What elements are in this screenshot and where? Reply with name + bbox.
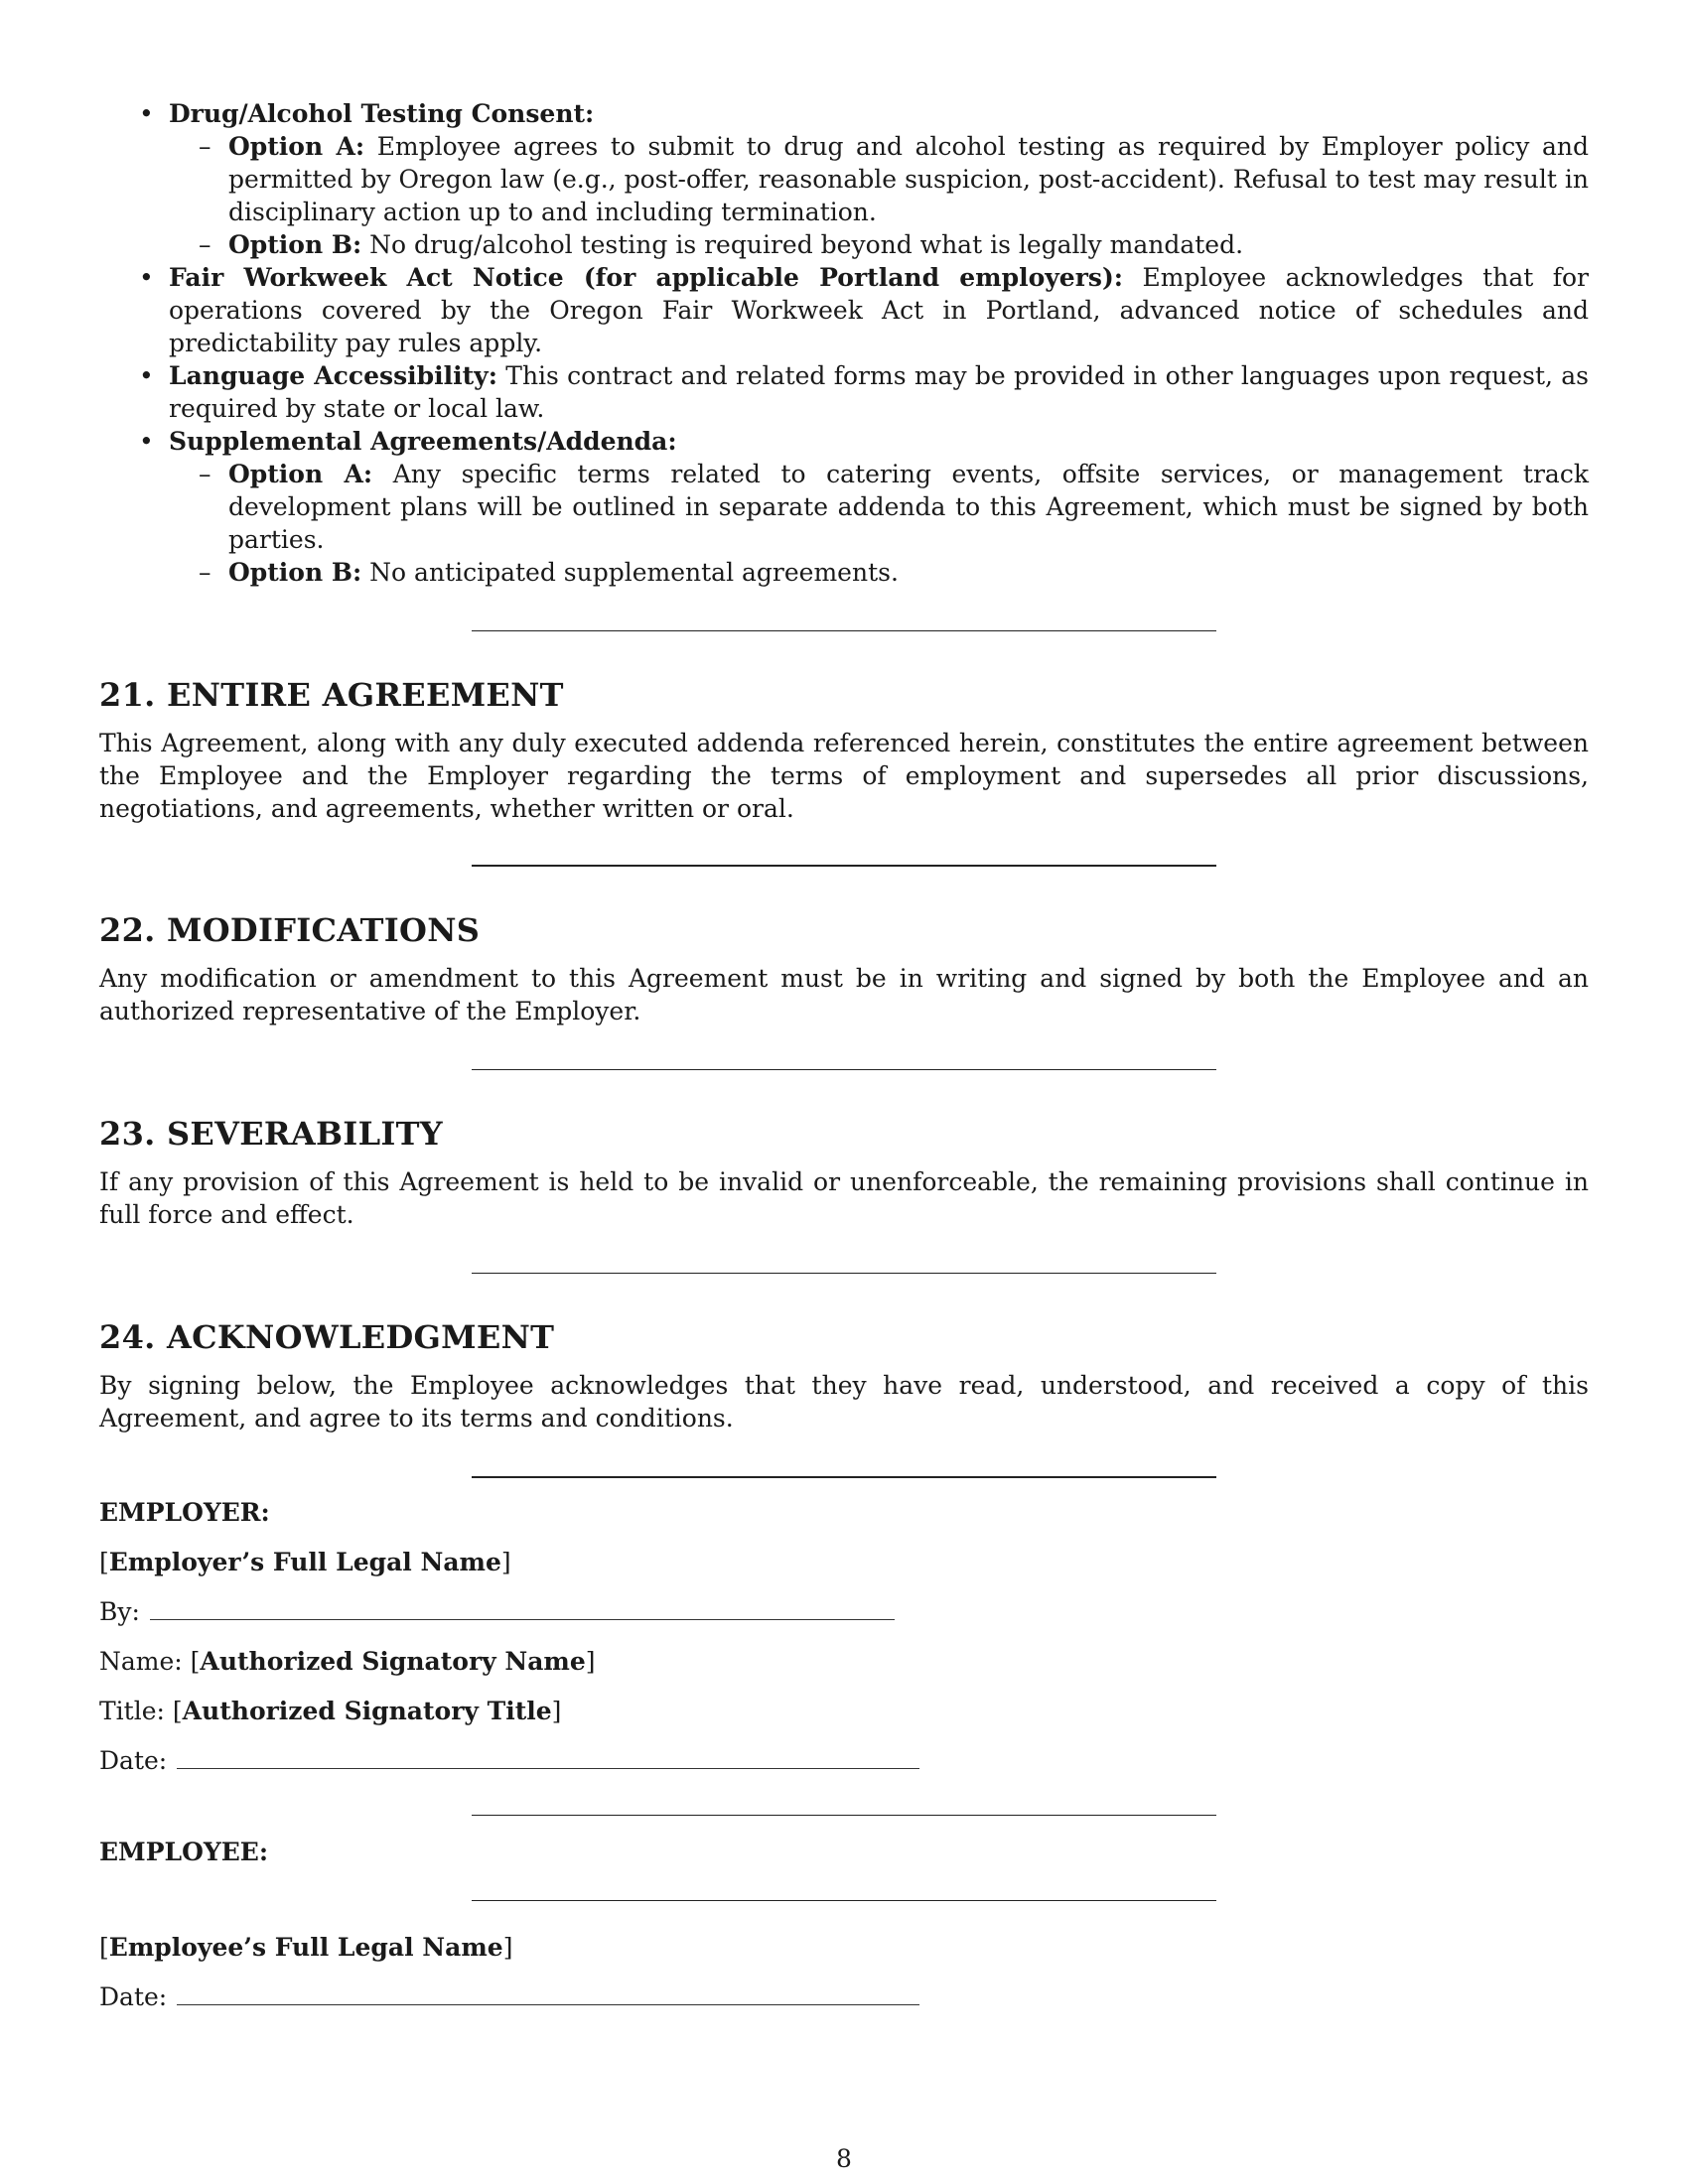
fair-workweek-text: Employee acknowledges that for operations covered by the Oregon Fair Workweek Act in Portland, advanced notice of schedules and predictability pay rules apply. [169,263,1589,357]
drug-option-a-text: Employee agrees to submit to drug and alcohol testing as required by Employer policy and permitted by Oregon law (e.g., post-offer, reasonable suspicion, post-accident). Refusal to test may result in disciplinary action up to and including termination. [228,132,1589,226]
clause-bullet-list [99,97,1589,589]
employer-label-text: EMPLOYER: [99,1498,270,1527]
supplemental-option-b-label: Option B: [228,558,362,587]
employer-date-line [99,1744,1589,1777]
employee-label-text: EMPLOYEE: [99,1838,269,1866]
employee-name-placeholder: [Employee’s Full Legal Name] [99,1933,513,1962]
section-22-heading: 22. MODIFICATIONS [99,911,481,949]
employee-label [99,1836,1589,1868]
employer-signatory-title: Authorized Signatory Title [182,1697,552,1725]
fair-workweek-bullet [169,261,1589,359]
employer-date-label: Date: [99,1746,168,1775]
employee-signature-line[interactable] [472,1900,1216,1901]
section-23-text: If any provision of this Agreement is held to be invalid or unenforceable, the remaining provisions shall continue in full force and effect. [99,1167,1589,1229]
section-21-text: This Agreement, along with any duly executed addenda referenced herein, constitutes the entire agreement between the Employee and the Employer regarding the terms of employment and supersedes all prior discussions, negotiations, and agreements, whether written or oral. [99,729,1589,823]
employer-name-text: Employer’s Full Legal Name [108,1548,501,1576]
employee-date-label: Date: [99,1982,168,2011]
supplemental-bullet [169,425,1589,589]
employer-title-label: Title: [99,1697,165,1725]
employee-name-text: Employee’s Full Legal Name [108,1933,503,1962]
employee-signature-block [99,1836,1589,2013]
language-accessibility-title: Language Accessibility: [169,361,497,390]
employer-name-label: Name: [99,1647,183,1676]
supplemental-option-a-text: Any specific terms related to catering events, offsite services, or management track development plans will be outlined in separate addenda to this Agreement, which must be signed by both parties. [228,460,1589,554]
document-page [99,97,1589,2013]
language-accessibility-bullet [169,359,1589,425]
employee-date-line [99,1980,1589,2013]
drug-option-b-label: Option B: [228,230,362,259]
section-divider [472,1476,1216,1478]
supplemental-option-a-label: Option A: [228,460,373,488]
drug-testing-title: Drug/Alcohol Testing Consent: [169,99,595,128]
section-24-heading: 24. ACKNOWLEDGMENT [99,1318,555,1356]
employer-date-field[interactable] [177,1744,919,1769]
employer-by-label: By: [99,1597,140,1626]
page-number: 8 [836,2144,852,2173]
employee-date-field[interactable] [177,1980,919,2005]
employer-signature-block [99,1496,1589,1777]
section-divider [472,630,1216,631]
supplemental-option-b [228,556,1589,589]
supplemental-title: Supplemental Agreements/Addenda: [169,427,677,456]
section-divider [472,1815,1216,1816]
section-divider [472,865,1216,867]
section-22-text: Any modification or amendment to this Agreement must be in writing and signed by both the Employee and an authorized representative of the Employer. [99,964,1589,1025]
supplemental-option-a [228,458,1589,556]
drug-testing-options [169,130,1589,261]
section-21-heading: 21. ENTIRE AGREEMENT [99,676,564,714]
employer-signatory-name-line: Name: [Authorized Signatory Name] [99,1647,596,1676]
supplemental-option-b-text: No anticipated supplemental agreements. [369,558,899,587]
drug-option-a-label: Option A: [228,132,365,161]
section-divider [472,1069,1216,1070]
fair-workweek-title: Fair Workweek Act Notice (for applicable Portland employers): [169,263,1124,292]
employer-name-placeholder: [Employer’s Full Legal Name] [99,1548,511,1576]
section-divider [472,1273,1216,1274]
section-23-heading: 23. SEVERABILITY [99,1115,443,1153]
drug-option-a [228,130,1589,228]
drug-option-b-text: No drug/alcohol testing is required beyond what is legally mandated. [369,230,1244,259]
employer-signature-field[interactable] [150,1595,895,1620]
employer-label [99,1496,1589,1529]
employer-signatory-title-line: Title: [Authorized Signatory Title] [99,1697,562,1725]
employer-signatory-name: Authorized Signatory Name [200,1647,586,1676]
supplemental-options [169,458,1589,589]
drug-option-b [228,228,1589,261]
employer-by-line [99,1595,1589,1628]
drug-testing-bullet [169,97,1589,261]
section-24-text: By signing below, the Employee acknowledges that they have read, understood, and received a copy of this Agreement, and agree to its terms and conditions. [99,1371,1589,1433]
language-accessibility-text: This contract and related forms may be provided in other languages upon request, as required by state or local law. [169,361,1589,423]
